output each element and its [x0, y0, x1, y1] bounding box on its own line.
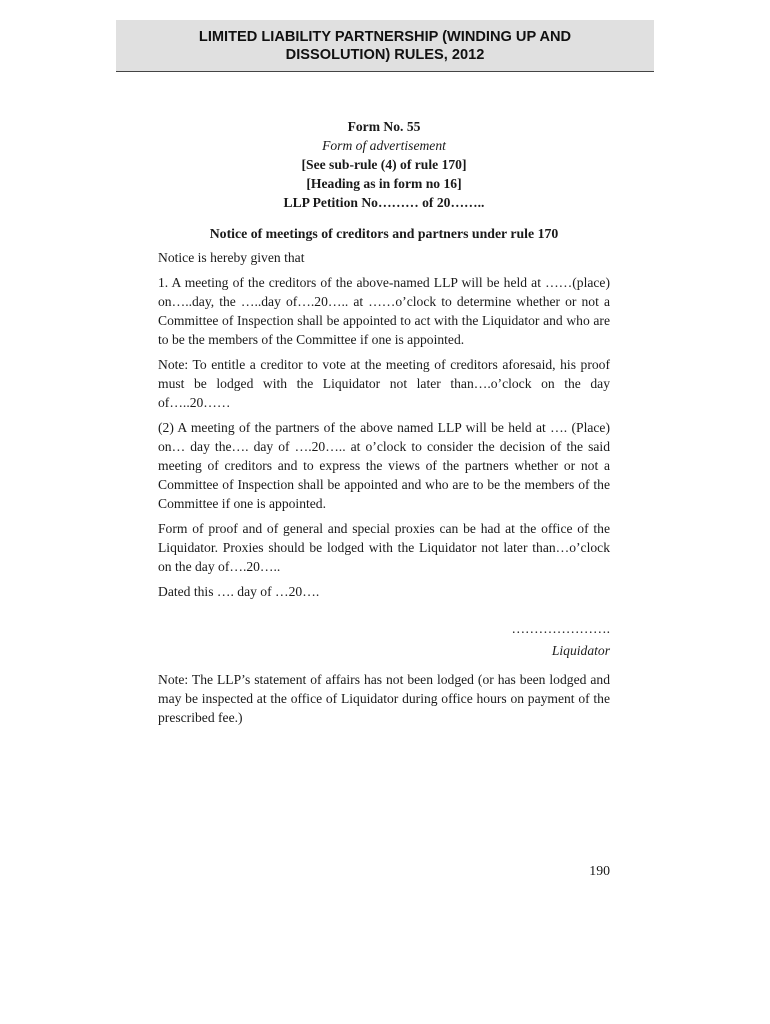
signatory-title: Liquidator	[551, 643, 610, 658]
creditor-vote-note: Note: To entitle a creditor to vote at the meeting of creditors aforesaid, his proof must be lodged with the Liquidator not later than….o’clock on the day of…..20……	[158, 357, 610, 410]
form-number: Form No. 55	[347, 119, 421, 134]
proxies-paragraph: Form of proof and of general and special proxies can be had at the office of the Liquidator. Proxies should be lodged with the Liquidator not later than…o’clock on the day of….20…..	[158, 521, 610, 574]
form-heading-block	[158, 117, 610, 212]
rule-reference: [See sub-rule (4) of rule 170]	[301, 157, 467, 172]
header-banner	[116, 20, 654, 72]
statement-of-affairs-note: Note: The LLP’s statement of affairs has not been lodged (or has been lodged and may be inspected at the office of Liquidator during office hours on payment of the prescribed fee.)	[158, 672, 610, 725]
petition-number: LLP Petition No……… of 20……..	[283, 195, 485, 210]
page-number: 190	[589, 863, 610, 878]
form-subtitle: Form of advertisement	[322, 138, 446, 153]
partners-meeting-paragraph: (2) A meeting of the partners of the above named LLP will be held at …. (Place) on… day the…. day of ….20….. at o’clock to consider the decision of the said meeting of creditors and to express the views of the partners whether or not a Committee of Inspection shall be appointed and who are to be the members of the Committee if one is appointed.	[158, 420, 610, 511]
signature-line: ………………….	[511, 621, 610, 636]
notice-intro: Notice is hereby given that	[158, 250, 305, 265]
document-title: LIMITED LIABILITY PARTNERSHIP (WINDING UP AND DISSOLUTION) RULES, 2012	[198, 28, 572, 63]
heading-note: [Heading as in form no 16]	[306, 176, 462, 191]
notice-title: Notice of meetings of creditors and partners under rule 170	[209, 226, 559, 241]
dated-line: Dated this …. day of …20….	[158, 584, 320, 599]
creditors-meeting-paragraph: 1. A meeting of the creditors of the above-named LLP will be held at ……(place) on…..day, the …..day of….20….. at ……o’clock to determine whether or not a Committee of Inspection shall be appointed to act with the Liquidator and who are to be the members of the Committee if one is appointed.	[158, 275, 610, 347]
form-content	[158, 117, 610, 727]
